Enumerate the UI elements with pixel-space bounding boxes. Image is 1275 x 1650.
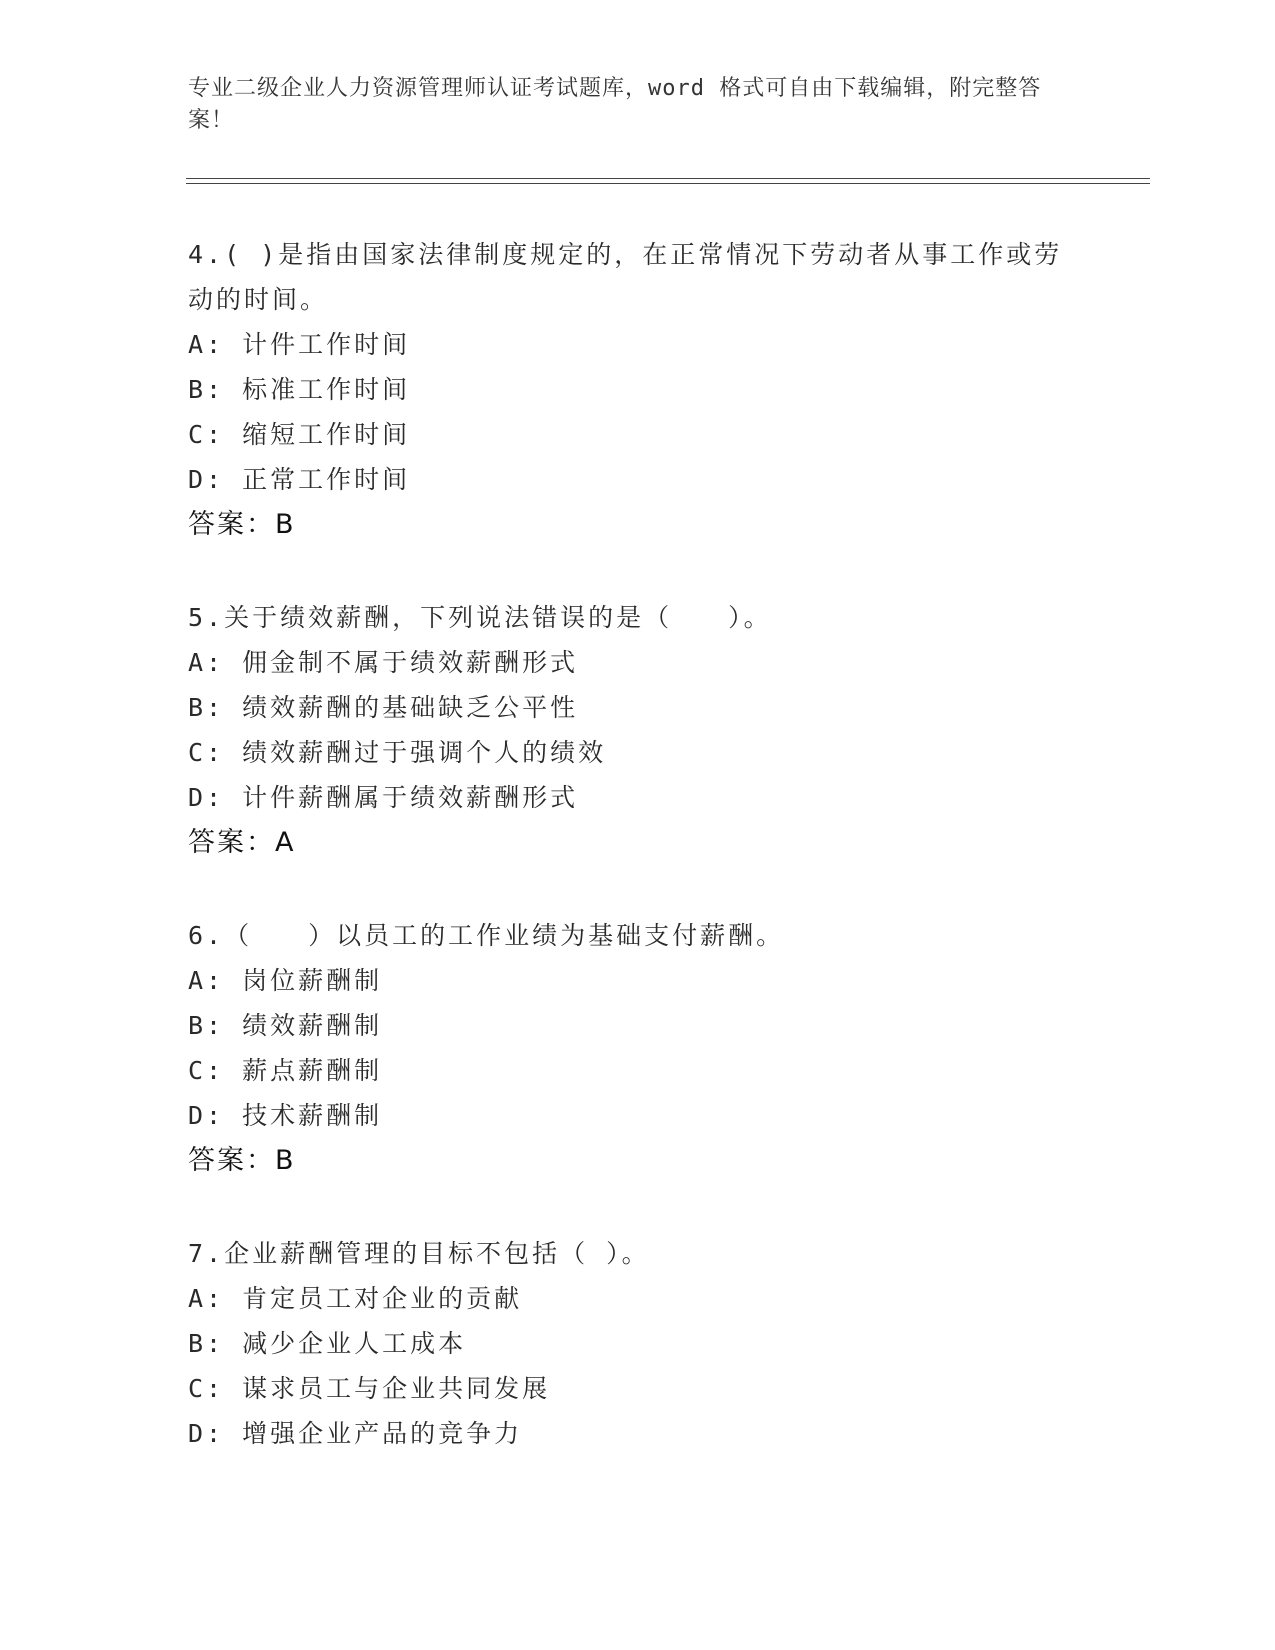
option-a: A: 计件工作时间 [188, 330, 411, 359]
question-7 [188, 1231, 1088, 1456]
header-text: 专业二级企业人力资源管理师认证考试题库，word 格式可自由下载编辑，附完整答案！ [188, 76, 1042, 133]
option-a: A: 佣金制不属于绩效薪酬形式 [188, 648, 579, 677]
option-d: D: 增强企业产品的竞争力 [188, 1419, 523, 1448]
answer: 答案：B [188, 509, 296, 540]
question-stem: 6.（ ）以员工的工作业绩为基础支付薪酬。 [188, 921, 785, 950]
answer: 答案：B [188, 1145, 296, 1176]
option-a: A: 岗位薪酬制 [188, 966, 383, 995]
header-divider-bottom [186, 183, 1150, 184]
option-d: D: 计件薪酬属于绩效薪酬形式 [188, 783, 579, 812]
question-stem: 5.关于绩效薪酬，下列说法错误的是（ ）。 [188, 603, 772, 632]
answer: 答案：A [188, 827, 296, 858]
question-5 [188, 595, 1088, 865]
option-b: B: 标准工作时间 [188, 375, 411, 404]
option-d: D: 正常工作时间 [188, 465, 411, 494]
question-stem: 4.( )是指由国家法律制度规定的，在正常情况下劳动者从事工作或劳动的时间。 [188, 240, 1063, 314]
option-b: B: 减少企业人工成本 [188, 1329, 467, 1358]
question-stem: 7.企业薪酬管理的目标不包括（ ）。 [188, 1239, 650, 1268]
option-b: B: 绩效薪酬制 [188, 1011, 383, 1040]
option-b: B: 绩效薪酬的基础缺乏公平性 [188, 693, 579, 722]
option-a: A: 肯定员工对企业的贡献 [188, 1284, 523, 1313]
option-c: C: 薪点薪酬制 [188, 1056, 383, 1085]
question-4 [188, 232, 1088, 547]
option-c: C: 谋求员工与企业共同发展 [188, 1374, 551, 1403]
header-divider-top [186, 178, 1150, 179]
option-c: C: 缩短工作时间 [188, 420, 411, 449]
question-6 [188, 913, 1088, 1183]
document-header [188, 73, 1068, 137]
option-d: D: 技术薪酬制 [188, 1101, 383, 1130]
option-c: C: 绩效薪酬过于强调个人的绩效 [188, 738, 607, 767]
